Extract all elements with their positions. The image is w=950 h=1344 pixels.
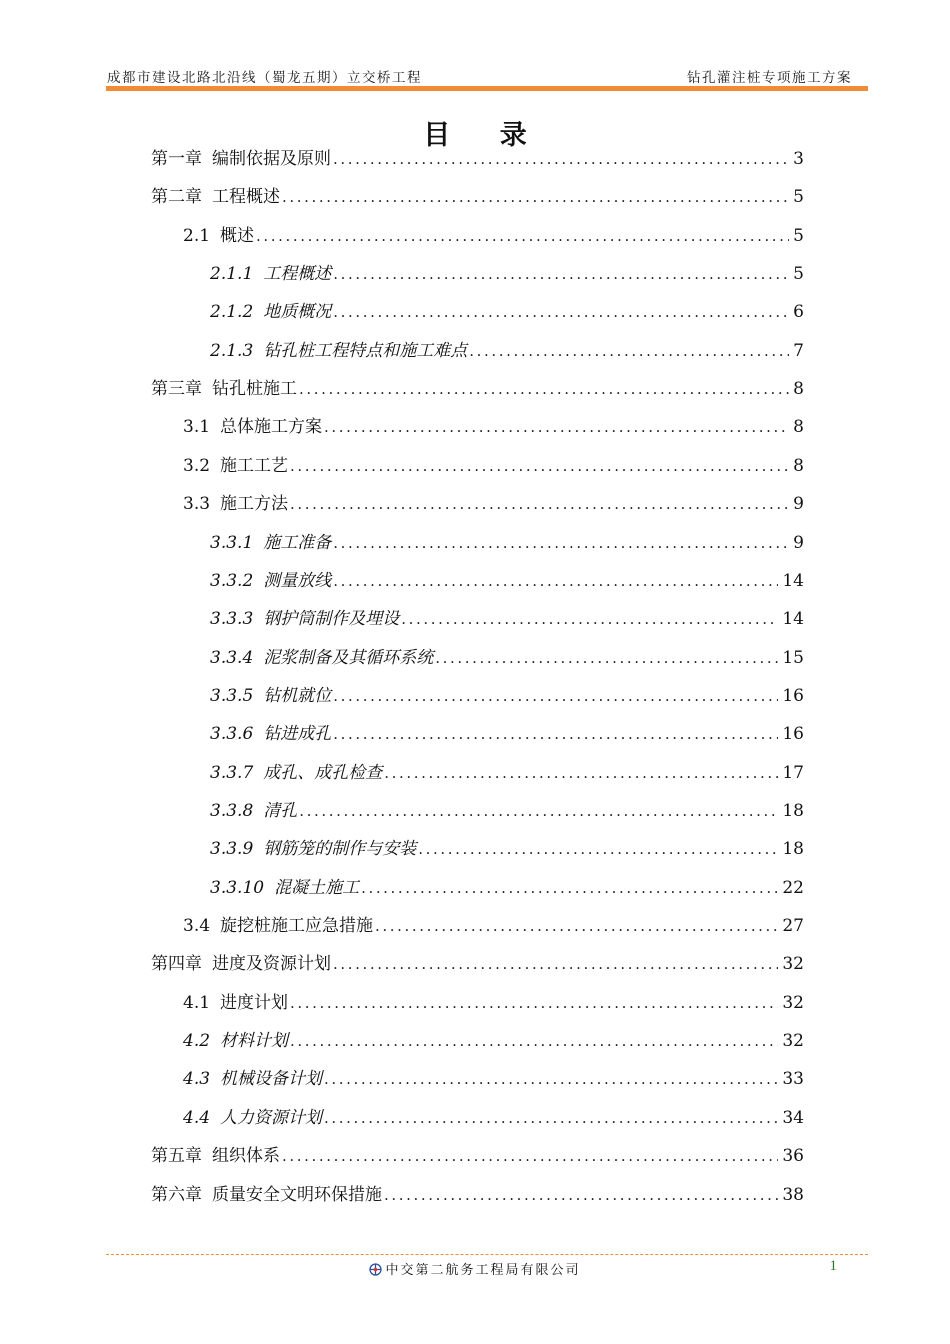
toc-entry[interactable]	[151, 377, 804, 401]
toc-entry-title: 施工准备	[263, 532, 332, 553]
toc-dot-leader	[333, 262, 789, 286]
toc-entry-title: 总体施工方案	[220, 417, 323, 438]
toc-entry-number: 3.3.1	[210, 532, 254, 553]
toc-entry-title: 钢筋笼的制作与安装	[263, 839, 417, 860]
toc-entry-number: 2.1.3	[210, 340, 254, 361]
header-project-name: 成都市建设北路北沿线（蜀龙五期）立交桥工程	[107, 70, 422, 86]
toc-dot-leader	[384, 1183, 778, 1207]
toc-entry-page: 14	[782, 609, 804, 630]
toc-entry[interactable]	[183, 1029, 804, 1053]
toc-entry-number: 第六章	[151, 1184, 202, 1205]
toc-entry-title: 成孔、成孔检查	[263, 762, 383, 783]
toc-entry-number: 2.1	[183, 225, 211, 246]
toc-entry-title: 地质概况	[263, 302, 332, 323]
toc-entry-page: 15	[782, 647, 804, 668]
toc-entry-number: 4.1	[183, 992, 211, 1013]
page-title: 目 录	[423, 120, 547, 151]
toc-entry-number: 第三章	[151, 379, 202, 400]
toc-entry[interactable]	[210, 607, 804, 631]
toc-entry-title: 组织体系	[212, 1146, 280, 1167]
toc-entry-page: 8	[793, 455, 804, 476]
toc-entry-title: 材料计划	[220, 1031, 289, 1052]
toc-dot-leader	[333, 147, 789, 171]
toc-entry-page: 6	[793, 302, 804, 323]
toc-entry-title: 清孔	[263, 801, 298, 821]
toc-entry-title: 进度计划	[220, 992, 289, 1013]
toc-entry-page: 8	[793, 417, 804, 438]
header-document-name: 钻孔灌注桩专项施工方案	[687, 70, 852, 86]
page-number: 1	[829, 1258, 837, 1274]
toc-entry[interactable]	[183, 492, 804, 516]
toc-dot-leader	[333, 722, 778, 746]
toc-entry-title: 混凝土施工	[274, 877, 360, 898]
toc-entry-number: 3.3.2	[210, 570, 254, 591]
toc-dot-leader	[290, 492, 789, 516]
toc-entry-page: 5	[793, 264, 804, 285]
toc-entry[interactable]	[183, 914, 804, 938]
toc-dot-leader	[469, 339, 789, 363]
toc-dot-leader	[299, 377, 789, 401]
toc-entry-page: 34	[782, 1107, 804, 1128]
toc-dot-leader	[324, 415, 789, 439]
toc-entry-page: 18	[782, 839, 804, 860]
toc-entry[interactable]	[183, 1106, 804, 1130]
toc-entry-number: 3.3.3	[210, 609, 254, 630]
toc-entry-page: 27	[782, 916, 804, 936]
toc-entry[interactable]	[151, 185, 804, 209]
toc-entry[interactable]	[210, 799, 804, 823]
toc-entry-page: 9	[793, 532, 804, 553]
toc-entry[interactable]	[210, 339, 804, 363]
toc-entry-page: 9	[793, 494, 804, 515]
toc-entry-number: 3.3.5	[210, 685, 254, 706]
toc-entry[interactable]	[210, 300, 804, 324]
footer-rule	[106, 1254, 868, 1255]
toc-entry[interactable]	[210, 531, 804, 555]
toc-entry-number: 4.2	[183, 1031, 211, 1052]
toc-entry-title: 钻孔桩工程特点和施工难点	[263, 340, 468, 361]
toc-entry-number: 3.3.7	[210, 762, 254, 783]
toc-dot-leader	[290, 1029, 778, 1053]
toc-entry-title: 施工工艺	[220, 455, 289, 476]
toc-entry-title: 泥浆制备及其循环系统	[263, 647, 434, 668]
toc-entry-page: 33	[782, 1069, 804, 1090]
toc-entry-number: 3.3.8	[210, 801, 254, 821]
toc-entry-number: 第五章	[151, 1146, 202, 1167]
toc-entry-number: 2.1.1	[210, 264, 254, 285]
toc-dot-leader	[282, 185, 789, 209]
toc-entry[interactable]	[210, 569, 804, 593]
toc-entry-page: 18	[782, 801, 804, 821]
toc-dot-leader	[384, 761, 778, 785]
toc-entry-number: 3.3.4	[210, 647, 254, 668]
toc-entry-page: 38	[782, 1184, 804, 1205]
toc-dot-leader	[333, 684, 778, 708]
toc-entry-page: 5	[793, 225, 804, 246]
toc-entry-number: 3.3.10	[210, 877, 265, 898]
company-logo-icon	[369, 1263, 382, 1280]
toc-entry[interactable]	[210, 876, 804, 900]
toc-dot-leader	[333, 531, 789, 555]
toc-entry[interactable]	[151, 1183, 804, 1207]
toc-entry-page: 32	[782, 954, 804, 975]
toc-entry-number: 第一章	[151, 149, 202, 169]
toc-entry[interactable]	[151, 147, 804, 171]
toc-entry-page: 8	[793, 379, 804, 400]
toc-entry-title: 质量安全文明环保措施	[212, 1184, 382, 1205]
toc-entry[interactable]	[183, 454, 804, 478]
toc-dot-leader	[418, 837, 778, 861]
toc-entry-page: 16	[782, 724, 804, 745]
toc-entry[interactable]	[210, 684, 804, 708]
toc-dot-leader	[333, 300, 789, 324]
toc-dot-leader	[299, 799, 778, 823]
toc-dot-leader	[435, 646, 778, 670]
toc-entry[interactable]	[183, 991, 804, 1015]
toc-dot-leader	[333, 952, 778, 976]
toc-entry-title: 钻进成孔	[263, 724, 332, 745]
toc-dot-leader	[290, 991, 778, 1015]
footer	[0, 1259, 950, 1280]
footer-company-name: 中交第二航务工程局有限公司	[385, 1263, 581, 1278]
toc-entry-number: 3.3.6	[210, 724, 254, 745]
toc-entry-page: 5	[793, 187, 804, 208]
toc-dot-leader	[375, 914, 778, 938]
toc-entry-page: 7	[793, 340, 804, 361]
toc-entry-title: 进度及资源计划	[212, 954, 331, 975]
toc-entry-number: 第二章	[151, 187, 202, 208]
toc-dot-leader	[324, 1106, 778, 1130]
toc-entry-page: 16	[782, 685, 804, 706]
toc-entry[interactable]	[210, 837, 804, 861]
toc-entry[interactable]	[210, 262, 804, 286]
toc-entry-number: 3.1	[183, 417, 211, 438]
toc-entry[interactable]	[210, 761, 804, 785]
toc-entry-title: 人力资源计划	[220, 1107, 323, 1128]
toc-entry-page: 17	[782, 762, 804, 783]
toc-entry-number: 2.1.2	[210, 302, 254, 323]
toc-dot-leader	[361, 876, 778, 900]
toc-entry-page: 32	[782, 1031, 804, 1052]
toc-entry-number: 3.2	[183, 455, 211, 476]
toc-dot-leader	[256, 224, 789, 248]
toc-entry-title: 机械设备计划	[220, 1069, 323, 1090]
toc-entry[interactable]	[151, 952, 804, 976]
toc-dot-leader	[401, 607, 778, 631]
toc-entry-page: 3	[793, 149, 804, 169]
toc-entry[interactable]	[183, 415, 804, 439]
toc-dot-leader	[290, 454, 789, 478]
toc-entry-page: 36	[782, 1146, 804, 1167]
toc-entry-title: 钻机就位	[263, 685, 332, 706]
toc-entry-title: 编制依据及原则	[212, 149, 331, 169]
toc-entry-title: 旋挖桩施工应急措施	[220, 916, 374, 936]
toc-entry[interactable]	[151, 1144, 804, 1168]
toc-entry-number: 3.3	[183, 494, 211, 515]
toc-entry-number: 4.4	[183, 1107, 211, 1128]
toc-entry-number: 4.3	[183, 1069, 211, 1090]
toc-entry-page: 32	[782, 992, 804, 1013]
toc-entry-title: 钻孔桩施工	[212, 379, 297, 400]
toc-entry-number: 第四章	[151, 954, 202, 975]
toc-entry-title: 概述	[220, 225, 255, 246]
toc-entry-title: 工程概述	[212, 187, 280, 208]
toc-entry-title: 测量放线	[263, 570, 332, 591]
toc-entry-title: 施工方法	[220, 494, 289, 515]
toc-dot-leader	[333, 569, 778, 593]
toc-entry-number: 3.3.9	[210, 839, 254, 860]
toc-dot-leader	[282, 1144, 778, 1168]
toc-entry-page: 22	[782, 877, 804, 898]
toc-dot-leader	[324, 1067, 778, 1091]
toc-entry-title: 钢护筒制作及埋设	[263, 609, 400, 630]
toc-entry[interactable]	[210, 722, 804, 746]
toc-entry[interactable]	[210, 646, 804, 670]
toc-entry-title: 工程概述	[263, 264, 332, 285]
toc-entry[interactable]	[183, 1067, 804, 1091]
toc-entry-page: 14	[782, 570, 804, 591]
toc-entry[interactable]	[183, 224, 804, 248]
toc-entry-number: 3.4	[183, 916, 211, 936]
